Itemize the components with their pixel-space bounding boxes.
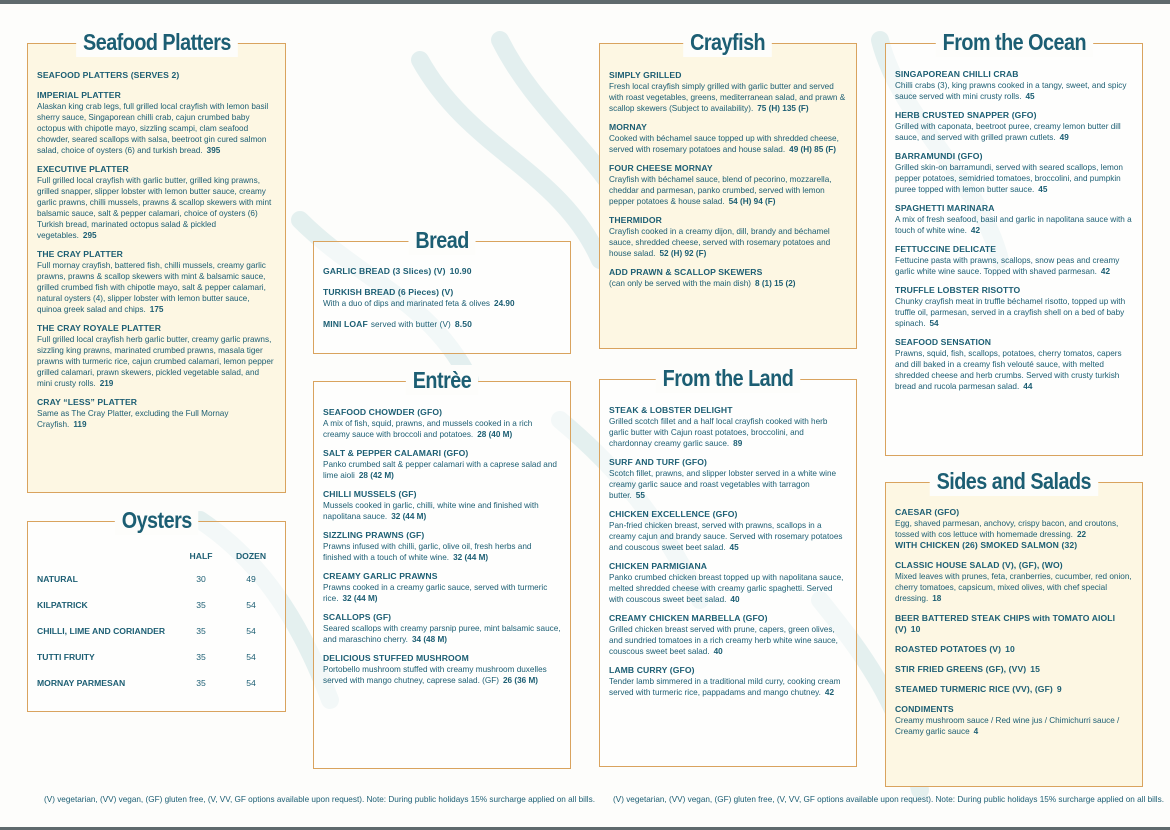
- item-desc: [609, 676, 847, 698]
- item-name: [323, 266, 561, 277]
- item-price: 49 (H) 85 (F): [789, 145, 836, 154]
- item-name-text: STIR FRIED GREENS (GF), (VV): [895, 664, 1027, 674]
- item-desc-text: Fettucine pasta with prawns, scallops, snow peas and creamy garlic white wine sauce. Topped with shaved parmesan.: [895, 256, 1120, 276]
- item-name: [895, 684, 1133, 695]
- menu-item: [895, 285, 1133, 329]
- item-desc-text: A mix of fish, squid, prawns, and mussels cooked in a rich creamy sauce with broccoli and potatoes.: [323, 419, 533, 439]
- menu-item: [609, 267, 847, 289]
- item-desc-text: Alaskan king crab legs, full grilled local crayfish with lemon basil sherry sauce, Singaporean chilli crab, cajun crumbed baby octopus with chipotle mayo, sizzling scampi, clam seafood chowder, seared scallops with salsa, beetroot gin cured salmon salad, choice of oysters (6) and turkish bread.: [37, 102, 269, 155]
- item-name: [895, 644, 1133, 655]
- item-price: 89: [733, 439, 743, 448]
- col-half: HALF: [189, 551, 213, 561]
- item-name: HERB CRUSTED SNAPPER (GFO): [895, 110, 1037, 120]
- item-desc-text: Grilled chicken breast served with prune, capers, green olives, and sundried tomatoes in a rich creamy herb white wine sauce, couscous sweet beet salad.: [609, 625, 838, 656]
- item-desc-text: Prawns infused with chilli, garlic, olive oil, fresh herbs and finished with a touch of white wine.: [323, 542, 532, 562]
- menu-item: [323, 266, 561, 277]
- item-price: 49: [1059, 133, 1069, 142]
- item-name: CREAMY CHICKEN MARBELLA (GFO): [609, 613, 768, 623]
- item-price: 175: [149, 305, 164, 314]
- menu-item: [323, 407, 561, 440]
- section-title: Oysters: [115, 505, 199, 535]
- item-name-text: BEER BATTERED STEAK CHIPS with TOMATO AIOLI (V): [895, 613, 1116, 634]
- item-name: DELICIOUS STUFFED MUSHROOM: [323, 653, 469, 663]
- item-price: 55: [635, 491, 645, 500]
- item-name: MORNAY: [609, 122, 648, 132]
- item-price: 28 (40 M): [477, 430, 513, 439]
- oyster-name: TUTTI FRUITY: [37, 652, 95, 662]
- oyster-name: NATURAL: [37, 574, 78, 584]
- item-price: 10.90: [449, 266, 472, 276]
- section-title: Bread: [408, 225, 475, 255]
- section-title: Sides and Salads: [930, 466, 1098, 496]
- item-desc: [609, 416, 847, 449]
- menu-item: [895, 507, 1133, 551]
- item-name: CONDIMENTS: [895, 704, 954, 714]
- item-name: FETTUCCINE DELICATE: [895, 244, 997, 254]
- item-price: 44: [1023, 382, 1033, 391]
- item-price: 8.50: [454, 319, 472, 329]
- menu-item: [609, 215, 847, 259]
- item-desc-text: With a duo of dips and marinated feta & olives: [323, 299, 491, 308]
- item-price: 119: [73, 420, 87, 429]
- footer-note-right: (V) vegetarian, (VV) vegan, (GF) gluten free, (V, VV, GF options available upon request). Note: During public holidays 15% surcharge applied on all bills.: [613, 795, 1164, 804]
- item-extra: WITH CHICKEN (26) SMOKED SALMON (32): [895, 540, 1078, 550]
- item-desc: [37, 408, 276, 430]
- item-desc: [37, 334, 276, 389]
- item-name: THE CRAY ROYALE PLATTER: [37, 323, 162, 333]
- sides-section: [885, 468, 1143, 787]
- item-desc: [609, 468, 847, 501]
- item-desc: [323, 298, 561, 309]
- item-desc: [895, 121, 1133, 143]
- menu-item: [37, 164, 276, 241]
- item-name: SIMPLY GRILLED: [609, 70, 682, 80]
- item-name: FOUR CHEESE MORNAY: [609, 163, 713, 173]
- item-price: 45: [729, 543, 739, 552]
- item-desc-text: Tender lamb simmered in a traditional mild curry, cooking cream served with turmeric rice, pappadams and mango chutney.: [609, 677, 841, 697]
- item-name-text: ROASTED POTATOES (V): [895, 644, 1002, 654]
- menu-item: [895, 244, 1133, 277]
- item-name: STEAK & LOBSTER DELIGHT: [609, 405, 733, 415]
- item-desc-text: A mix of fresh seafood, basil and garlic in napolitana sauce with a touch of white wine.: [895, 215, 1132, 235]
- item-price: 9: [1056, 684, 1062, 694]
- menu-item: [895, 69, 1133, 102]
- item-name: SEAFOOD SENSATION: [895, 337, 992, 347]
- item-desc-text: Grilled with caponata, beetroot puree, creamy lemon butter dill sauce, and served with grilled prawn cutlets.: [895, 122, 1121, 142]
- menu-item: [609, 457, 847, 501]
- menu-item: [37, 249, 276, 315]
- menu-item: [895, 151, 1133, 195]
- section-title: Entrèe: [406, 365, 478, 395]
- menu-item: [895, 110, 1133, 143]
- item-name: THE CRAY PLATTER: [37, 249, 123, 259]
- entree-section: [313, 367, 571, 769]
- oyster-name: KILPATRICK: [37, 600, 88, 610]
- item-price: 42: [970, 226, 981, 235]
- item-price: 34 (48 M): [411, 635, 447, 644]
- item-desc-text: Portobello mushroom stuffed with creamy mushroom duxelles served with mango chutney, caprese salad. (GF): [323, 665, 547, 685]
- item-price: 40: [713, 647, 723, 656]
- section-title: From the Land: [656, 363, 800, 393]
- item-name-text: STEAMED TURMERIC RICE (VV), (GF): [895, 684, 1053, 694]
- item-price: 219: [99, 379, 114, 388]
- menu-item: [609, 665, 847, 698]
- menu-item: [895, 644, 1133, 655]
- oyster-name: MORNAY PARMESAN: [37, 678, 126, 688]
- menu-item: [37, 90, 276, 156]
- menu-item: [895, 684, 1133, 695]
- item-name: ADD PRAWN & SCALLOP SKEWERS: [609, 267, 763, 277]
- item-name: BARRAMUNDI (GFO): [895, 151, 983, 161]
- item-desc: [895, 571, 1133, 604]
- item-price: 54: [929, 319, 939, 328]
- item-name: SINGAPOREAN CHILLI CRAB: [895, 69, 1019, 79]
- item-price: 75 (H) 135 (F): [757, 104, 809, 113]
- item-desc: [895, 80, 1133, 102]
- oyster-row: [37, 566, 276, 592]
- section-title: From the Ocean: [935, 27, 1092, 57]
- item-desc-text: Same as The Cray Platter, excluding the Full Mornay Crayfish.: [37, 409, 229, 429]
- item-desc-text: Egg, shaved parmesan, anchovy, crispy bacon, and croutons, tossed with cos lettuce with homemade dressing.: [895, 519, 1119, 539]
- menu-item: [609, 613, 847, 657]
- item-price: 10: [910, 624, 921, 634]
- menu-item: [323, 530, 561, 563]
- menu-item: [323, 653, 561, 686]
- menu-item: [895, 613, 1133, 635]
- land-section: [599, 365, 857, 767]
- menu-item: [609, 122, 847, 155]
- item-name: TRUFFLE LOBSTER RISOTTO: [895, 285, 1021, 295]
- item-desc: [609, 174, 847, 207]
- oyster-dozen-price: 49: [246, 574, 256, 584]
- item-price: 54 (H) 94 (F): [728, 197, 776, 206]
- item-desc: [609, 133, 847, 155]
- item-desc: [609, 572, 847, 605]
- item-price: 32 (44 M): [342, 594, 378, 603]
- oyster-header-row: [37, 546, 276, 566]
- item-price: 32 (44 M): [453, 553, 489, 562]
- menu-item: [323, 448, 561, 481]
- item-desc: [609, 520, 847, 553]
- item-price: 18: [932, 594, 942, 603]
- item-desc: [323, 500, 561, 522]
- item-desc-text: Grilled skin-on barramundi, served with seared scallops, lemon pepper potatoes, semidried tomatoes, broccolini, and pumpkin puree topped with lemon butter sauce.: [895, 163, 1123, 194]
- item-desc: [609, 624, 847, 657]
- item-name: CRAY “LESS” PLATTER: [37, 397, 138, 407]
- item-desc-text: Prawns, squid, fish, scallops, potatoes, cherry tomatos, capers and dill baked in a creamy fish velouté sauce, with melted shredded cheese and herb crumbs. Served with crusty turkish bread and rucola parmesan salad.: [895, 349, 1122, 391]
- item-price: 295: [82, 231, 97, 240]
- item-name: TURKISH BREAD (6 Pieces) (V): [323, 287, 454, 297]
- oyster-dozen-price: 54: [246, 600, 256, 610]
- item-desc: [895, 348, 1133, 392]
- menu-item: [609, 163, 847, 207]
- item-name: [895, 664, 1133, 675]
- menu-item: [37, 323, 276, 389]
- item-desc-text: Cooked with béchamel sauce topped up with shredded cheese, served with rosemary potatoes and house salad.: [609, 134, 839, 154]
- item-price: 395: [206, 146, 221, 155]
- item-desc: [323, 623, 561, 645]
- item-desc-text: Mixed leaves with prunes, feta, cranberries, cucumber, red onion, cherry tomatoes, capsicum, mixed olives, with chef special dressing.: [895, 572, 1132, 603]
- item-name: SCALLOPS (GF): [323, 612, 392, 622]
- item-desc-text: Pan-fried chicken breast, served with prawns, scallops in a creamy cajun and brandy sauce. Served with rosemary potatoes and couscous sweet beet salad.: [609, 521, 843, 552]
- item-desc: [895, 255, 1133, 277]
- item-price: 28 (42 M): [358, 471, 394, 480]
- item-price: 40: [730, 595, 740, 604]
- item-price: 42: [1100, 267, 1111, 276]
- item-desc-text: Mussels cooked in garlic, chilli, white wine and finished with napolitana sauce.: [323, 501, 539, 521]
- menu-item: [609, 561, 847, 605]
- menu-item: [895, 337, 1133, 392]
- oysters-section: [27, 507, 286, 712]
- oyster-half-price: 35: [196, 626, 206, 636]
- item-name: [895, 613, 1133, 635]
- oyster-name: CHILLI, LIME AND CORIANDER: [37, 626, 166, 636]
- item-desc: [323, 459, 561, 481]
- item-desc-text: Chunky crayfish meat in truffle béchamel risotto, topped up with truffle oil, parmesan, served in a crayfish shell on a bed of baby spinach.: [895, 297, 1126, 328]
- oyster-row: [37, 592, 276, 618]
- item-name: CAESAR (GFO): [895, 507, 960, 517]
- menu-item: [323, 489, 561, 522]
- menu-item: [323, 612, 561, 645]
- item-desc-text: Full mornay crayfish, battered fish, chilli mussels, creamy garlic prawns, prawns & scallop skewers with mint & balsamic sauce, grilled crumbed fish with chipotle mayo, salt & pepper calamari, natural oysters (4), slipper lobster with lemon butter sauce, quinoa greek salad and chips.: [37, 261, 266, 314]
- item-desc-text: Full grilled local crayfish with garlic butter, grilled king prawns, grilled snapper, slipper lobster with lemon butter sauce, creamy garlic prawns, chilli mussels, prawns & scallop skewers with mint balsamic sauce, salt & pepper calamari, choice of oysters (6) Turkish bread, marinated octopus salad & pickled vegetables.: [37, 176, 272, 240]
- oyster-half-price: 35: [196, 678, 206, 688]
- oyster-half-price: 30: [196, 574, 206, 584]
- item-desc: [37, 175, 276, 241]
- menu-item: [323, 571, 561, 604]
- item-desc-text: Panko crumbed salt & pepper calamari with a caprese salad and lime aioli: [323, 460, 557, 480]
- item-price: 4: [973, 727, 979, 736]
- menu-item: [895, 560, 1133, 604]
- item-name: CLASSIC HOUSE SALAD (V), (GF), (WO): [895, 560, 1063, 570]
- item-name: CREAMY GARLIC PRAWNS: [323, 571, 438, 581]
- item-desc: [895, 296, 1133, 329]
- item-desc-text: Chilli crabs (3), king prawns cooked in a tangy, sweet, and spicy sauce served with mini crusty rolls.: [895, 81, 1127, 101]
- item-desc: [895, 518, 1133, 540]
- item-desc-text: Scotch fillet, prawns, and slipper lobster served in a white wine creamy garlic sauce and roast vegetables with tarragon butter.: [609, 469, 837, 500]
- item-desc: [609, 226, 847, 259]
- item-desc: [895, 162, 1133, 195]
- platters-subtitle: SEAFOOD PLATTERS (SERVES 2): [37, 70, 180, 80]
- item-name: SIZZLING PRAWNS (GF): [323, 530, 425, 540]
- section-title: Crayfish: [684, 27, 773, 57]
- item-price: 24.90: [494, 299, 515, 308]
- item-desc-text: Grilled scotch fillet and a half local crayfish cooked with herb garlic butter with Cajun roast potatoes, broccolini, and chardonnay creamy garlic sauce.: [609, 417, 828, 448]
- item-price: 22: [1076, 530, 1087, 539]
- item-desc: [323, 418, 561, 440]
- menu-item: [609, 509, 847, 553]
- item-price: 45: [1038, 185, 1048, 194]
- item-price: 42: [824, 688, 835, 697]
- item-name: THERMIDOR: [609, 215, 662, 225]
- bread-section: [313, 227, 571, 354]
- menu-item: [895, 203, 1133, 236]
- menu-item: [609, 405, 847, 449]
- item-price: 26 (36 M): [502, 676, 539, 685]
- item-desc: [609, 81, 847, 114]
- section-title: Seafood Platters: [76, 27, 238, 57]
- item-name: LAMB CURRY (GFO): [609, 665, 695, 675]
- item-desc: served with butter (V): [370, 320, 451, 329]
- item-desc-text: Fresh local crayfish simply grilled with garlic butter and served with roast vegetables, greens, mediterranean salad, and prawn & scallop skewers (Subject to availability).: [609, 82, 846, 113]
- item-name: CHILLI MUSSELS (GF): [323, 489, 417, 499]
- item-desc-text: Crayfish with béchamel sauce, blend of pecorino, mozzarella, cheddar and parmesan, panko crumbed, served with lemon pepper potatoes & house salad.: [609, 175, 832, 206]
- item-name: SEAFOOD CHOWDER (GFO): [323, 407, 443, 417]
- item-name: EXECUTIVE PLATTER: [37, 164, 129, 174]
- item-price: 52 (H) 92 (F): [659, 249, 707, 258]
- crayfish-section: [599, 29, 857, 349]
- oyster-dozen-price: 54: [246, 678, 256, 688]
- item-name: [323, 319, 561, 330]
- item-desc: [895, 715, 1133, 737]
- menu-item: [895, 704, 1133, 737]
- item-desc: [37, 101, 276, 156]
- oyster-row: [37, 618, 276, 644]
- ocean-section: [885, 29, 1143, 456]
- menu-item: [895, 664, 1133, 675]
- item-price: 8 (1) 15 (2): [755, 279, 796, 288]
- item-price: 15: [1030, 664, 1040, 674]
- item-price: 10: [1005, 644, 1015, 654]
- oyster-row: [37, 670, 276, 696]
- oyster-dozen-price: 54: [246, 626, 256, 636]
- item-desc-text: (can only be served with the main dish): [609, 279, 751, 288]
- item-desc: [323, 664, 561, 686]
- item-desc-text: Prawns cooked in a creamy garlic sauce, served with turmeric rice.: [323, 583, 548, 603]
- menu-item: [609, 70, 847, 114]
- menu-item: [323, 319, 561, 330]
- item-name: CHICKEN EXCELLENCE (GFO): [609, 509, 738, 519]
- item-price: 45: [1025, 92, 1035, 101]
- oyster-half-price: 35: [196, 600, 206, 610]
- item-desc-text: Seared scallops with creamy parsnip puree, mint balsamic sauce, and maraschino cherry.: [323, 624, 561, 644]
- item-price: 32 (44 M): [391, 512, 427, 521]
- item-desc-text: Crayfish cooked in a creamy dijon, dill, brandy and béchamel sauce, shredded cheese, served with rosemary potatoes and house salad.: [609, 227, 831, 258]
- footer-note-left: (V) vegetarian, (VV) vegan, (GF) gluten free, (V, VV, GF options available upon request). Note: During public holidays 15% surcharge applied on all bills.: [44, 795, 595, 804]
- item-desc: [895, 214, 1133, 236]
- item-desc: [323, 582, 561, 604]
- seafood-platters-section: [27, 29, 286, 493]
- col-dozen: DOZEN: [235, 551, 267, 561]
- item-name-text: MINI LOAF: [323, 319, 368, 329]
- item-name: IMPERIAL PLATTER: [37, 90, 121, 100]
- oyster-half-price: 35: [196, 652, 206, 662]
- item-desc: [609, 278, 847, 289]
- item-name: SPAGHETTI MARINARA: [895, 203, 995, 213]
- item-name-text: GARLIC BREAD (3 Slices) (V): [323, 266, 446, 276]
- menu-item: [37, 397, 276, 430]
- item-desc: [37, 260, 276, 315]
- menu-item: [323, 287, 561, 309]
- item-desc: [323, 541, 561, 563]
- oyster-row: [37, 644, 276, 670]
- item-desc-text: Creamy mushroom sauce / Red wine jus / Chimichurri sauce / Creamy garlic sauce: [895, 716, 1120, 736]
- item-desc-text: Panko crumbed chicken breast topped up with napolitana sauce, melted shredded cheese with creamy garlic spaghetti. Served with couscous sweet beet salad.: [609, 573, 844, 604]
- item-desc-text: Full grilled local crayfish herb garlic butter, creamy garlic prawns, sizzling king prawns, marinated crumbed prawns, masala tiger prawns with turmeric rice, cajun crumbed calamari, lemon pepper grilled calamari, prawn skewers, pickled vegetable salad, and mini crusty rolls.: [37, 335, 274, 388]
- oyster-dozen-price: 54: [246, 652, 256, 662]
- item-name: CHICKEN PARMIGIANA: [609, 561, 708, 571]
- item-name: SALT & PEPPER CALAMARI (GFO): [323, 448, 469, 458]
- item-name: SURF AND TURF (GFO): [609, 457, 708, 467]
